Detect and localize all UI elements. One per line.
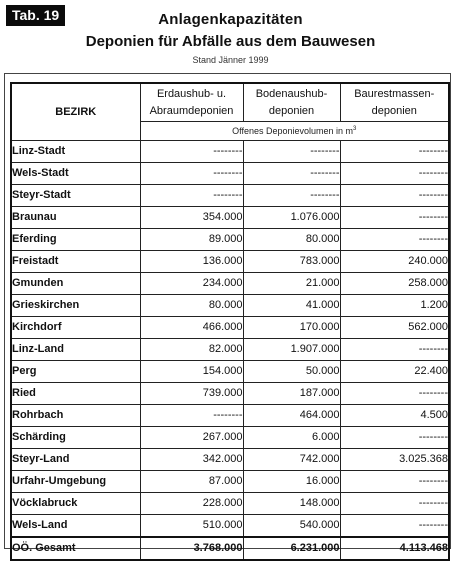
- district-name-cell: Wels-Land: [11, 515, 140, 538]
- baurestmassen-value-cell: --------: [340, 229, 449, 251]
- bezirk-header: BEZIRK: [11, 83, 140, 141]
- table-row: [11, 317, 449, 339]
- bodenaushub-value-cell: --------: [243, 185, 340, 207]
- table-row: [11, 515, 449, 538]
- erdaushub-value-cell: 228.000: [140, 493, 243, 515]
- baurestmassen-value-cell: --------: [340, 427, 449, 449]
- district-name-cell: Urfahr-Umgebung: [11, 471, 140, 493]
- baurestmassen-value-cell: 562.000: [340, 317, 449, 339]
- district-name-cell: OÖ. Gesamt: [11, 537, 140, 560]
- bodenaushub-value-cell: 6.231.000: [243, 537, 340, 560]
- column-header-bodenaushub-line1: Bodenaushub-: [255, 87, 328, 100]
- district-name-cell: Steyr-Land: [11, 449, 140, 471]
- baurestmassen-value-cell: --------: [340, 471, 449, 493]
- table-row: [11, 339, 449, 361]
- bodenaushub-value-cell: 187.000: [243, 383, 340, 405]
- column-header-baurestmassen-line1: Baurestmassen-: [354, 87, 435, 100]
- date-note: Stand Jänner 1999: [192, 55, 269, 65]
- erdaushub-value-cell: --------: [140, 185, 243, 207]
- table-row: [11, 405, 449, 427]
- table-row: [11, 163, 449, 185]
- baurestmassen-value-cell: 22.400: [340, 361, 449, 383]
- baurestmassen-value-cell: 3.025.368: [340, 449, 449, 471]
- erdaushub-value-cell: 354.000: [140, 207, 243, 229]
- table-row: [11, 141, 449, 163]
- table-row: [11, 361, 449, 383]
- total-row: [11, 537, 449, 560]
- erdaushub-value-cell: 267.000: [140, 427, 243, 449]
- table-row: [11, 229, 449, 251]
- baurestmassen-value-cell: 4.500: [340, 405, 449, 427]
- district-name-cell: Linz-Stadt: [11, 141, 140, 163]
- unit-label: [140, 122, 449, 141]
- district-name-cell: Wels-Stadt: [11, 163, 140, 185]
- table-row: [11, 251, 449, 273]
- district-name-cell: Linz-Land: [11, 339, 140, 361]
- baurestmassen-value-cell: --------: [340, 207, 449, 229]
- column-header-bodenaushub-line2: deponien: [268, 104, 315, 117]
- column-header-erdaushub-line2: Abraumdeponien: [149, 104, 234, 117]
- bodenaushub-value-cell: 540.000: [243, 515, 340, 538]
- erdaushub-value-cell: 510.000: [140, 515, 243, 538]
- district-name-cell: Rohrbach: [11, 405, 140, 427]
- erdaushub-value-cell: --------: [140, 141, 243, 163]
- erdaushub-value-cell: 87.000: [140, 471, 243, 493]
- bodenaushub-value-cell: 50.000: [243, 361, 340, 383]
- erdaushub-value-cell: 154.000: [140, 361, 243, 383]
- bodenaushub-value-cell: 742.000: [243, 449, 340, 471]
- table-row: [11, 185, 449, 207]
- table-row: [11, 295, 449, 317]
- baurestmassen-value-cell: --------: [340, 163, 449, 185]
- table-number-label: Tab. 19: [6, 5, 65, 26]
- table-row: [11, 273, 449, 295]
- table-row: [11, 471, 449, 493]
- baurestmassen-value-cell: 1.200: [340, 295, 449, 317]
- district-name-cell: Ried: [11, 383, 140, 405]
- baurestmassen-value-cell: 258.000: [340, 273, 449, 295]
- baurestmassen-value-cell: --------: [340, 493, 449, 515]
- baurestmassen-value-cell: 4.113.468: [340, 537, 449, 560]
- erdaushub-value-cell: 466.000: [140, 317, 243, 339]
- district-name-cell: Grieskirchen: [11, 295, 140, 317]
- table-row: [11, 207, 449, 229]
- unit-text: Offenes Deponievolumen in m: [232, 126, 354, 136]
- erdaushub-value-cell: --------: [140, 163, 243, 185]
- baurestmassen-value-cell: 240.000: [340, 251, 449, 273]
- table-row: [11, 493, 449, 515]
- capacity-table: [10, 82, 450, 561]
- bodenaushub-value-cell: 6.000: [243, 427, 340, 449]
- baurestmassen-value-cell: --------: [340, 141, 449, 163]
- district-name-cell: Vöcklabruck: [11, 493, 140, 515]
- erdaushub-value-cell: 342.000: [140, 449, 243, 471]
- erdaushub-value-cell: 80.000: [140, 295, 243, 317]
- bodenaushub-value-cell: --------: [243, 163, 340, 185]
- erdaushub-value-cell: 82.000: [140, 339, 243, 361]
- district-name-cell: Kirchdorf: [11, 317, 140, 339]
- table-row: [11, 427, 449, 449]
- bodenaushub-value-cell: 1.076.000: [243, 207, 340, 229]
- bodenaushub-value-cell: --------: [243, 141, 340, 163]
- baurestmassen-value-cell: --------: [340, 515, 449, 538]
- district-name-cell: Steyr-Stadt: [11, 185, 140, 207]
- erdaushub-value-cell: 739.000: [140, 383, 243, 405]
- page-title: Anlagenkapazitäten: [158, 11, 303, 28]
- unit-superscript: 3: [353, 126, 357, 132]
- bodenaushub-value-cell: 21.000: [243, 273, 340, 295]
- column-header-erdaushub-line1: Erdaushub- u.: [156, 87, 227, 100]
- bodenaushub-value-cell: 783.000: [243, 251, 340, 273]
- bodenaushub-value-cell: 80.000: [243, 229, 340, 251]
- erdaushub-value-cell: 3.768.000: [140, 537, 243, 560]
- bodenaushub-value-cell: 16.000: [243, 471, 340, 493]
- erdaushub-value-cell: 234.000: [140, 273, 243, 295]
- district-name-cell: Freistadt: [11, 251, 140, 273]
- column-header-baurestmassen-line2: deponien: [371, 104, 417, 117]
- district-name-cell: Gmunden: [11, 273, 140, 295]
- baurestmassen-value-cell: --------: [340, 185, 449, 207]
- page-subtitle: Deponien für Abfälle aus dem Bauwesen: [85, 33, 376, 50]
- table-row: [11, 449, 449, 471]
- erdaushub-value-cell: 89.000: [140, 229, 243, 251]
- column-header-bodenaushub: [243, 83, 340, 122]
- column-header-baurestmassen: [340, 83, 449, 122]
- bodenaushub-value-cell: 464.000: [243, 405, 340, 427]
- baurestmassen-value-cell: --------: [340, 339, 449, 361]
- district-name-cell: Schärding: [11, 427, 140, 449]
- bodenaushub-value-cell: 41.000: [243, 295, 340, 317]
- district-name-cell: Braunau: [11, 207, 140, 229]
- bodenaushub-value-cell: 1.907.000: [243, 339, 340, 361]
- erdaushub-value-cell: 136.000: [140, 251, 243, 273]
- bodenaushub-value-cell: 170.000: [243, 317, 340, 339]
- table-row: [11, 383, 449, 405]
- district-name-cell: Eferding: [11, 229, 140, 251]
- column-header-erdaushub: [140, 83, 243, 122]
- erdaushub-value-cell: --------: [140, 405, 243, 427]
- district-name-cell: Perg: [11, 361, 140, 383]
- baurestmassen-value-cell: --------: [340, 383, 449, 405]
- bodenaushub-value-cell: 148.000: [243, 493, 340, 515]
